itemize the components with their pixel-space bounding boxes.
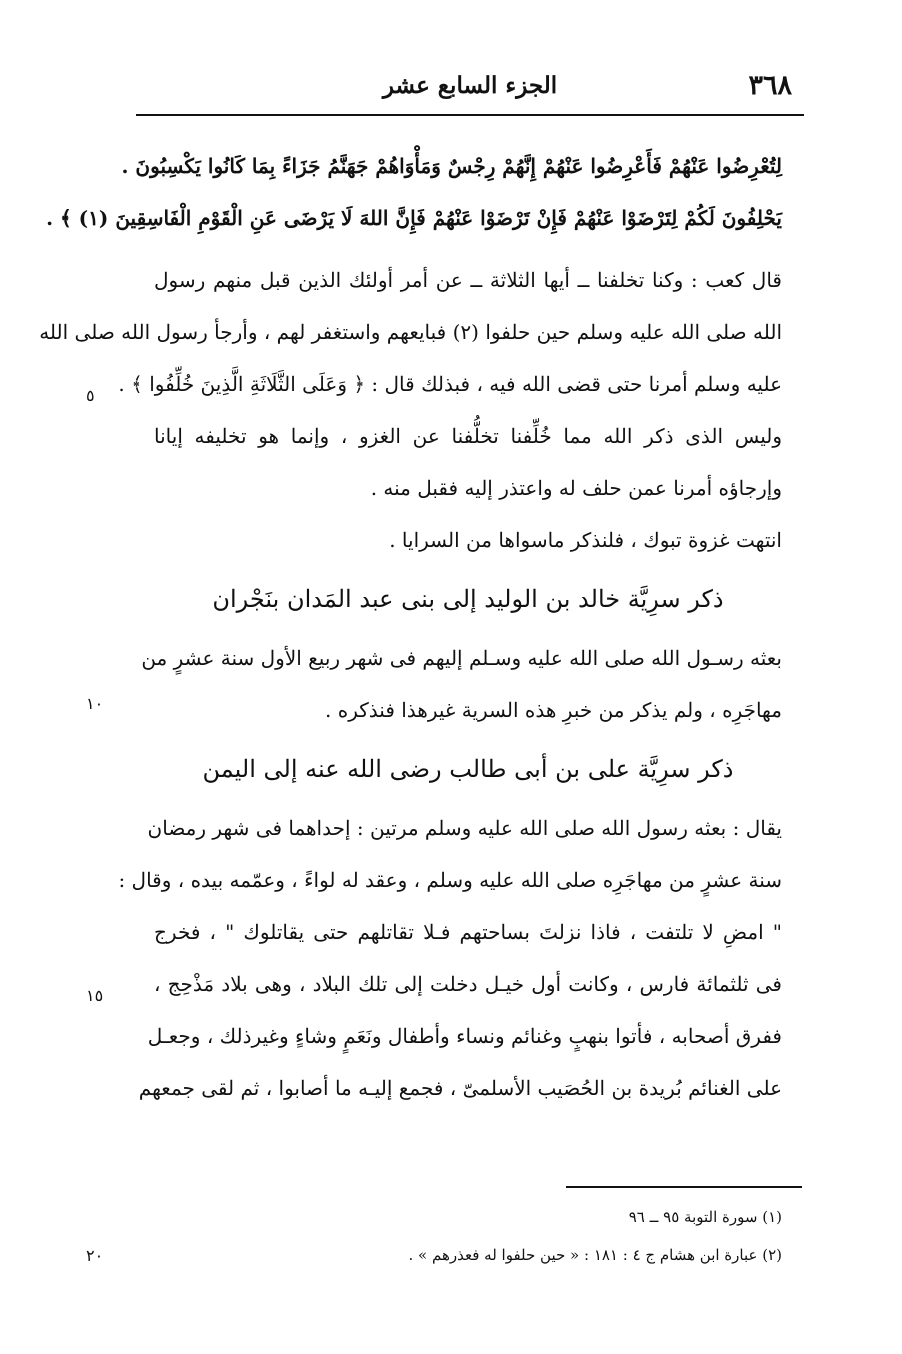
text-line: لِتُعْرِضُوا عَنْهُمْ فَأَعْرِضُوا عَنْهُمْ إِنَّهُمْ رِجْسٌ وَمَأْوَاهُمْ جَهَنَّمُ جَزَاءً بِمَا كَانُوا يَكْسِبُونَ . <box>121 154 782 178</box>
text-line: سنة عشرٍ من مهاجَرِه صلى الله عليه وسلم ، وعقد له لواءً ، وعمّمه بيده ، وقال : <box>118 868 782 892</box>
section-heading: ذكر سرِيَّة خالد بن الوليد إلى بنى عبد المَدان بنَجْران <box>212 585 724 613</box>
text-line: قال كعب : وكنا تخلفنا ــ أيها الثلاثة ــ عن أمر أولئك الذين قبل منهم رسول <box>154 268 782 292</box>
footnote-rule <box>566 1186 802 1188</box>
margin-line-number: ٢٠ <box>86 1246 104 1265</box>
text-line: " امضِ لا تلتفت ، فاذا نزلتَ بساحتهم فـلا تقاتلهم حتى يقاتلوك " ، فخرج <box>154 920 782 944</box>
margin-line-number: ١٠ <box>86 694 104 713</box>
text-line: يقال : بعثه رسول الله صلى الله عليه وسلم مرتين : إحداهما فى شهر رمضان <box>147 816 782 840</box>
text-line: على الغنائم بُريدة بن الحُصَيب الأسلمىّ ، فجمع إليـه ما أصابوا ، ثم لقى جمعهم <box>138 1076 782 1100</box>
text-line: يَحْلِفُونَ لَكُمْ لِتَرْضَوْا عَنْهُمْ فَإِنْ تَرْضَوْا عَنْهُمْ فَإِنَّ اللهَ لَا يَرْضَى عَنِ الْقَوْمِ الْفَاسِقِينَ (١) ﴾ . <box>46 206 782 230</box>
text-line: وليس الذى ذكر الله مما خُلِّفنا تخلُّفنا عن الغزو ، وإنما هو تخليفه إيانا <box>154 424 782 448</box>
header-rule <box>136 114 804 116</box>
footnotes <box>300 1198 782 1274</box>
running-head: الجزء السابع عشر <box>382 72 558 99</box>
text-line: بعثه رسـول الله صلى الله عليه وسـلم إليهم فى شهر ربيع الأول سنة عشرٍ من <box>141 646 782 670</box>
page-header <box>136 64 804 112</box>
text-line: عليه وسلم أمرنا حتى قضى الله فيه ، فبذلك قال : ﴿ وَعَلَى الثَّلَاثَةِ الَّذِينَ خُلِّفُوا ﴾ . <box>118 372 782 396</box>
margin-line-number: ٥ <box>86 386 95 405</box>
footnote: (١) سورة التوبة ٩٥ ــ ٩٦ <box>628 1208 782 1226</box>
footnote: (٢) عبارة ابن هشام ج ٤ : ١٨١ : « حين حلفوا له فعذرهم » . <box>408 1246 782 1264</box>
text-line: انتهت غزوة تبوك ، فلنذكر ماسواها من السرايا . <box>389 528 782 552</box>
section-heading: ذكر سرِيَّة على بن أبى طالب رضى الله عنه إلى اليمن <box>202 755 734 783</box>
page-number: ٣٦٨ <box>748 70 792 101</box>
text-line: الله صلى الله عليه وسلم حين حلفوا (٢) فبايعهم واستغفر لهم ، وأرجأ رسول الله صلى الله <box>39 320 782 344</box>
text-line: فى ثلثمائة فارس ، وكانت أول خيـل دخلت إلى تلك البلاد ، وهى بلاد مَذْحِج ، <box>154 972 782 996</box>
margin-line-number: ١٥ <box>86 986 104 1005</box>
text-line: وإرجاؤه أمرنا عمن حلف له واعتذر إليه فقبل منه . <box>370 476 782 500</box>
text-line: ففرق أصحابه ، فأتوا بنهبٍ وغنائم ونساء وأطفال ونَعَمٍ وشاءٍ وغيرذلك ، وجعـل <box>147 1024 782 1048</box>
text-line: مهاجَرِه ، ولم يذكر من خبرِ هذه السرية غيرهذا فنذكره . <box>325 698 782 722</box>
